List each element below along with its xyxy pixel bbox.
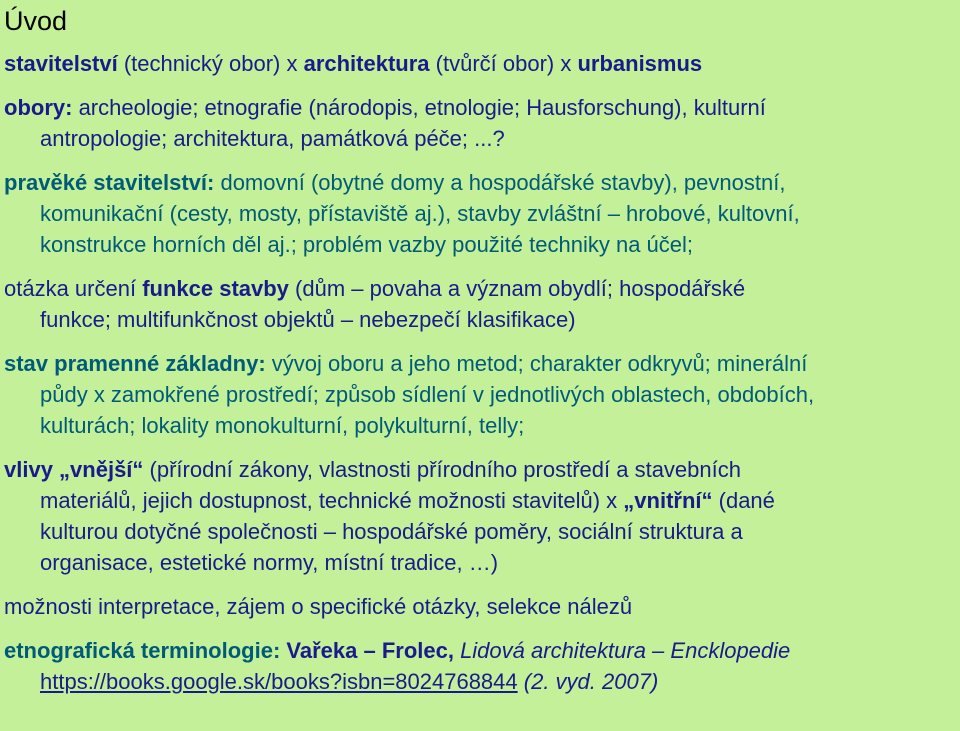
text: materiálů, jejich dostupnost, technické možnosti stavitelů) x bbox=[40, 488, 624, 513]
label-vlivy: vlivy bbox=[4, 457, 60, 482]
text: (tvůrčí obor) x bbox=[429, 51, 578, 76]
paragraph-interpretation bbox=[4, 591, 960, 622]
text: domovní (obytné domy a hospodářské stavby), pevnostní, bbox=[214, 170, 786, 195]
paragraph-function bbox=[4, 273, 960, 335]
term-architektura: architektura bbox=[303, 51, 430, 76]
text: vývoj oboru a jeho metod; charakter odkryvů; minerální bbox=[265, 351, 808, 376]
term-funkce-stavby: funkce stavby bbox=[142, 276, 289, 301]
line: antropologie; architektura, památková péče; ...? bbox=[40, 126, 505, 151]
books-link[interactable]: https://books.google.sk/books?isbn=8024768844 bbox=[40, 669, 518, 694]
line bbox=[40, 666, 960, 697]
text: otázka určení bbox=[4, 276, 143, 301]
text: (technický obor) x bbox=[117, 51, 304, 76]
line bbox=[4, 635, 960, 666]
authors: Vařeka – Frolec, bbox=[280, 638, 461, 663]
line: půdy x zamokřené prostředí; způsob sídlení v jednotlivých oblastech, obdobích, bbox=[40, 382, 815, 407]
text: archeologie; etnografie (národopis, etnologie; Hausforschung), kulturní bbox=[72, 95, 766, 120]
term-stavitelstvi: stavitelství bbox=[4, 51, 118, 76]
line bbox=[4, 454, 960, 485]
edition: (2. vyd. 2007) bbox=[517, 669, 659, 694]
line bbox=[4, 273, 960, 304]
paragraph-disciplines bbox=[4, 48, 960, 79]
line: organisace, estetické normy, místní tradice, …) bbox=[40, 550, 499, 575]
line: kulturou dotyčné společnosti – hospodářské poměry, sociální struktura a bbox=[40, 519, 743, 544]
label-terminologie: etnografická terminologie: bbox=[4, 638, 281, 663]
line: možnosti interpretace, zájem o specifické otázky, selekce nálezů bbox=[4, 594, 633, 619]
paragraph-prehistoric bbox=[4, 167, 960, 260]
paragraph-terminology bbox=[4, 635, 960, 697]
page-title: Úvod bbox=[4, 6, 68, 36]
line: konstrukce horních děl aj.; problém vazby použité techniky na účel; bbox=[40, 232, 694, 257]
line: funkce; multifunkčnost objektů – nebezpečí klasifikace) bbox=[40, 307, 576, 332]
paragraph-fields bbox=[4, 92, 960, 154]
label-praveke: pravěké stavitelství: bbox=[4, 170, 215, 195]
line bbox=[4, 167, 960, 198]
term-vnejsi: „vnější“ bbox=[59, 457, 144, 482]
line bbox=[4, 348, 960, 379]
text: (dům – povaha a význam obydlí; hospodářské bbox=[288, 276, 746, 301]
term-vnitrni: „vnitřní“ bbox=[623, 488, 713, 513]
paragraph-sources bbox=[4, 348, 960, 441]
text: (přírodní zákony, vlastnosti přírodního prostředí a stavebních bbox=[143, 457, 741, 482]
line: komunikační (cesty, mosty, přístaviště aj.), stavby zvláštní – hrobové, kultovní, bbox=[40, 201, 800, 226]
label-stav: stav pramenné základny: bbox=[4, 351, 266, 376]
label-obory: obory: bbox=[4, 95, 73, 120]
line bbox=[4, 92, 960, 123]
line bbox=[4, 48, 960, 79]
text: (dané bbox=[712, 488, 775, 513]
book-title: Lidová architektura – Encklopedie bbox=[460, 638, 791, 663]
paragraph-influences bbox=[4, 454, 960, 578]
line: kulturách; lokality monokulturní, polykulturní, telly; bbox=[40, 413, 525, 438]
term-urbanismus: urbanismus bbox=[577, 51, 703, 76]
line bbox=[40, 485, 960, 516]
